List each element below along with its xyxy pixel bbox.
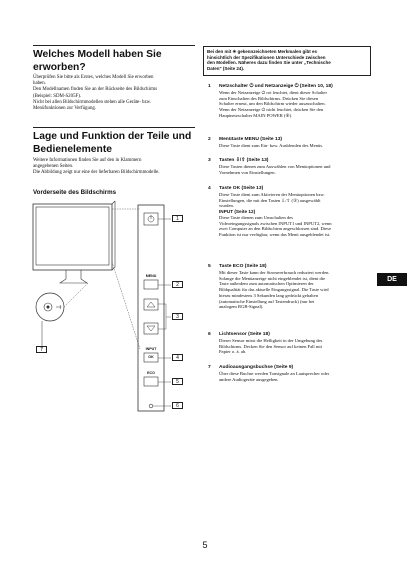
section1-line: Überprüfen Sie bitte als Erstes, welches Modell Sie erworben xyxy=(33,75,154,80)
item-desc: Diese Tasten dienen zum Auswählen von Menüoptionen und xyxy=(219,164,331,169)
item-desc: Papier o. ä. ab. xyxy=(219,349,247,355)
section1-title-line1: Welches Modell haben Sie xyxy=(33,49,162,60)
section2-paragraph xyxy=(33,158,205,177)
item-number: 4 xyxy=(208,186,211,191)
item-desc: Bildqualität für das aktuelle Eingangssignal. Die Taste wird xyxy=(219,287,329,293)
item-desc: Diese Taste dienen zum Umschalten des xyxy=(219,214,293,220)
item-1 xyxy=(208,84,370,119)
front-view-subheading: Vorderseite des Bildschirms xyxy=(33,189,117,196)
item-title: Audioausgangsbuchse (Seite 9) xyxy=(219,365,294,370)
menu-label: MENU xyxy=(145,274,157,278)
up-button-drawing xyxy=(144,299,158,310)
item-desc: Videoeingangssignals zwischen INPUT1 und INPUT2, wenn xyxy=(219,220,332,226)
item-desc: Funktion ist nur verfügbar, wenn das Menü ausgeblendet ist. xyxy=(219,231,331,237)
item-desc: Dieser Sensor misst die Helligkeit in der Umgebung des xyxy=(219,338,323,343)
section2-top-rule xyxy=(33,127,195,128)
item-desc: Wenn der Netzanzeige ⏻ rot leuchtet, dient dieser Schalter xyxy=(219,90,327,95)
item-number: 1 xyxy=(208,84,211,89)
item-6 xyxy=(208,332,370,355)
item-4 xyxy=(208,186,370,238)
callout-7: 7 xyxy=(36,346,47,353)
callout-3: 3 xyxy=(172,313,183,320)
item-desc: Taste außerdem zum automatischen Optimieren der xyxy=(219,281,314,287)
item-desc: Vornehmen von Einstellungen. xyxy=(219,169,276,175)
item-5 xyxy=(208,264,370,310)
callout-2: 2 xyxy=(172,281,183,288)
section2-title xyxy=(33,131,205,156)
page-number: 5 xyxy=(202,540,208,550)
section2-line: Weitere Informationen finden Sie auf den in Klammern xyxy=(33,158,142,163)
item-desc: wurden. xyxy=(219,203,234,209)
item-desc: analogem RGB-Signal). xyxy=(219,304,264,310)
monitor-screen xyxy=(36,207,109,265)
note-line: hinsichtlich der Spezifikationen Unterschiede zwischen xyxy=(207,54,326,60)
item-number: 2 xyxy=(208,137,211,142)
item-desc: Solange die Menüanzeige nicht eingeblendet ist, dient die xyxy=(219,275,326,281)
ok-label: OK xyxy=(148,355,154,359)
callout-6: 6 xyxy=(172,402,183,409)
item-title: Lichtsensor (Seite 18) xyxy=(219,332,270,337)
item-subtitle: INPUT (Seite 12) xyxy=(219,209,256,215)
item-desc: Einstellungen, die mit den Tasten ⇩/⇧ (③) ausgewählt xyxy=(219,197,321,203)
section1-line: haben. xyxy=(33,81,46,87)
item-number: 7 xyxy=(208,365,211,370)
item-3 xyxy=(208,158,370,175)
model-differences-note xyxy=(203,46,371,76)
item-desc: Diese Taste dient zum Aktivieren der Menüoptionen bzw. xyxy=(219,192,325,197)
section2-line: Die Abbildung zeigt nur eine der lieferbaren Bildschirmmodelle. xyxy=(33,170,160,176)
monitor-drawing xyxy=(30,199,195,421)
item-desc: Bildschirms. Decken Sie den Sensor auf keinen Fall mit xyxy=(219,343,322,349)
control-panel xyxy=(138,205,164,411)
item-title: Menütaste MENU (Seite 13) xyxy=(219,137,283,142)
section1-line: Menüfunktionen zur Verfügung. xyxy=(33,106,97,112)
down-button-drawing xyxy=(144,323,158,334)
section1-title xyxy=(33,49,203,74)
item-7 xyxy=(208,365,370,382)
item-number: 3 xyxy=(208,158,211,163)
monitor-figure xyxy=(30,199,195,421)
item-number: 5 xyxy=(208,264,211,269)
item-2 xyxy=(208,137,370,149)
light-sensor-drawing xyxy=(149,404,153,408)
item-title: Taste ECO (Seite 18) xyxy=(219,264,267,269)
section2-line: angegebenen Seiten. xyxy=(33,164,74,170)
item-desc: zum Einschalten des Bildschirms. Drücken Sie diesen xyxy=(219,95,319,101)
note-line: Bei den mit ✳ gekennzeichneten Merkmalen gibt es xyxy=(207,49,318,54)
item-number: 6 xyxy=(208,332,211,337)
input-label: INPUT xyxy=(145,347,157,351)
note-line: Daten" (Seite 24). xyxy=(207,65,245,71)
section1-line: Den Modellnamen finden Sie an der Rückseite des Bildschirms xyxy=(33,87,158,93)
item-desc: (automatische Einstellung auf Tastendruck) (nur bei xyxy=(219,298,315,304)
callout-1: 1 xyxy=(172,215,183,222)
item-title: Netzschalter ⏻ und Netzanzeige ⏻ (Seiten 10, 18) xyxy=(219,84,333,89)
eco-button-drawing xyxy=(144,377,158,386)
note-line: den Modellen. Näheres dazu finden Sie unter „Technische xyxy=(207,60,331,65)
language-tab: DE xyxy=(377,273,407,286)
item-title: Tasten ⇩/⇧ (Seite 13) xyxy=(219,158,269,163)
item-desc: Wenn der Netzanzeige ⏻ nicht leuchtet, drücken Sie den xyxy=(219,107,324,113)
item-desc: Schalter erneut, um den Bildschirm wieder auszuschalten. xyxy=(219,101,326,107)
section2-title-line1: Lage und Funktion der Teile und xyxy=(33,131,192,142)
section2-title-line2: Bedienelemente xyxy=(33,143,112,155)
item-desc: hierzu mindestens 3 Sekunden lang gedrückt gehalten xyxy=(219,292,318,298)
section1-top-rule xyxy=(33,45,195,46)
monitor-bezel xyxy=(33,204,112,270)
section1-line: (Beispiel: SDM-S205F). xyxy=(33,93,82,99)
section1-paragraph xyxy=(33,75,203,112)
menu-button-drawing xyxy=(144,280,158,289)
item-desc: zwei Computer an den Bildschirm angeschlossen sind. Diese xyxy=(219,226,332,232)
monitor-stand xyxy=(60,270,87,283)
item-title: Taste OK (Seite 13) xyxy=(219,186,264,191)
section1-title-line2: erworben? xyxy=(33,61,86,73)
item-desc: andere Audiogeräte ausgegeben. xyxy=(219,376,279,382)
callout-4: 4 xyxy=(172,354,183,361)
section1-line: Nicht bei allen Bildschirmmodellen stehen alle Geräte- bzw. xyxy=(33,99,152,105)
eco-label: ECO xyxy=(147,371,155,375)
item-desc: Über diese Buchse werden Tonsignale an Lautsprecher oder xyxy=(219,371,330,376)
item-desc: Mit dieser Taste kann der Stromverbrauch reduziert werden. xyxy=(219,270,330,275)
callout-5: 5 xyxy=(172,378,183,385)
item-desc: Hauptnetzschalter MAIN POWER (⑧). xyxy=(219,112,293,118)
item-desc: Diese Taste dient zum Ein- bzw. Ausblenden des Menüs. xyxy=(219,143,324,148)
